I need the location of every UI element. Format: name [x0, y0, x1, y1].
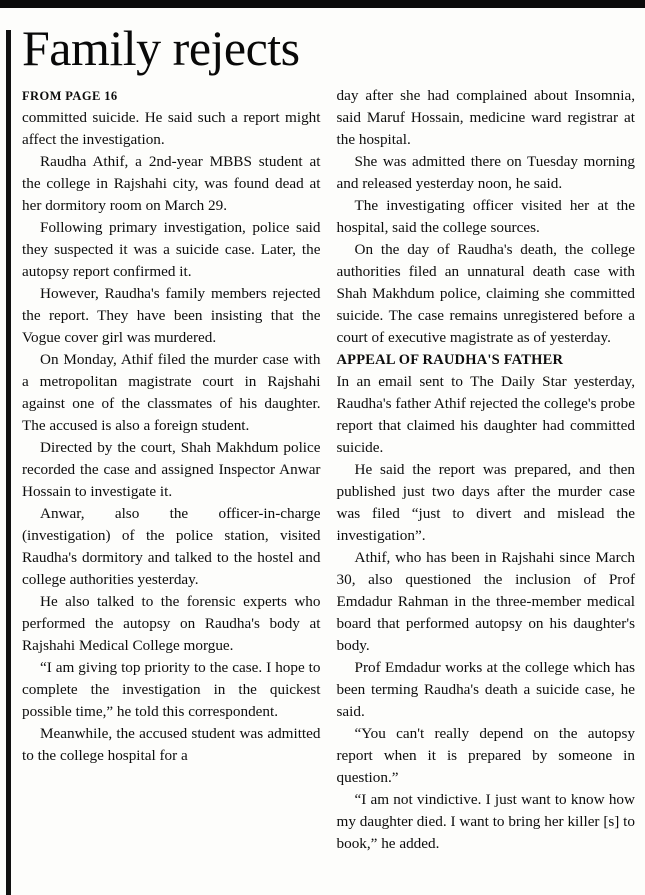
article-paragraph: Following primary investigation, police said they suspected it was a suicide case. Later, the autopsy report confirmed it.: [22, 218, 321, 280]
article-paragraph: He said the report was prepared, and then published just two days after the murder case was filed “just to divert and mislead the investigation”.: [336, 460, 635, 544]
article-paragraph: He also talked to the forensic experts who performed the autopsy on Raudha's body at Rajshahi Medical College morgue.: [22, 592, 321, 654]
article-headline: Family rejects: [22, 20, 300, 76]
left-column: [22, 85, 321, 855]
article-paragraph: On the day of Raudha's death, the college authorities filed an unnatural death case with Shah Makhdum police, claiming she committed suicide. The case remains unregistered before a court of executive magistrate as of yesterday.: [336, 240, 635, 346]
article-paragraph: Prof Emdadur works at the college which has been terming Raudha's death a suicide case, he said.: [336, 658, 635, 720]
article-paragraph: Raudha Athif, a 2nd-year MBBS student at the college in Rajshahi city, was found dead at her dormitory room on March 29.: [22, 152, 321, 214]
article-paragraph: “You can't really depend on the autopsy report when it is prepared by someone in question.”: [336, 724, 635, 786]
article-paragraph: “I am giving top priority to the case. I hope to complete the investigation in the quickest possible time,” he told this correspondent.: [22, 658, 321, 720]
article-paragraph: “I am not vindictive. I just want to know how my daughter died. I want to bring her killer [s] to book,” he added.: [336, 790, 635, 852]
right-column: [337, 85, 636, 855]
article-paragraph: Anwar, also the officer-in-charge (investigation) of the police station, visited Raudha's dormitory and talked to the hostel and college authorities yesterday.: [22, 504, 321, 588]
article-paragraph: Directed by the court, Shah Makhdum police recorded the case and assigned Inspector Anwar Hossain to investigate it.: [22, 438, 321, 500]
article-paragraph: However, Raudha's family members rejected the report. They have been insisting that the Vogue cover girl was murdered.: [22, 284, 321, 346]
article-paragraph: committed suicide. He said such a report might affect the investigation.: [22, 108, 321, 148]
article-paragraph: She was admitted there on Tuesday morning and released yesterday noon, he said.: [336, 152, 635, 192]
top-edge-bar: [0, 0, 645, 8]
article-columns: [22, 85, 635, 855]
column-rule: [6, 30, 11, 895]
section-subhead: APPEAL OF RAUDHA'S FATHER: [336, 351, 564, 368]
continuation-kicker: FROM PAGE 16: [22, 88, 118, 103]
article-paragraph: Meanwhile, the accused student was admitted to the college hospital for a: [22, 724, 321, 764]
article-paragraph: In an email sent to The Daily Star yesterday, Raudha's father Athif rejected the college's probe report that claimed his daughter had committed suicide.: [336, 372, 635, 456]
article-paragraph: Athif, who has been in Rajshahi since March 30, also questioned the inclusion of Prof Emdadur Rahman in the three-member medical board that performed autopsy on his daughter's body.: [336, 548, 635, 654]
article-paragraph: The investigating officer visited her at the hospital, said the college sources.: [336, 196, 635, 236]
article: [22, 22, 635, 855]
article-paragraph: On Monday, Athif filed the murder case with a metropolitan magistrate court in Rajshahi against one of the classmates of his daughter. The accused is also a foreign student.: [22, 350, 321, 434]
article-paragraph: day after she had complained about Insomnia, said Maruf Hossain, medicine ward registrar at the hospital.: [336, 86, 635, 148]
